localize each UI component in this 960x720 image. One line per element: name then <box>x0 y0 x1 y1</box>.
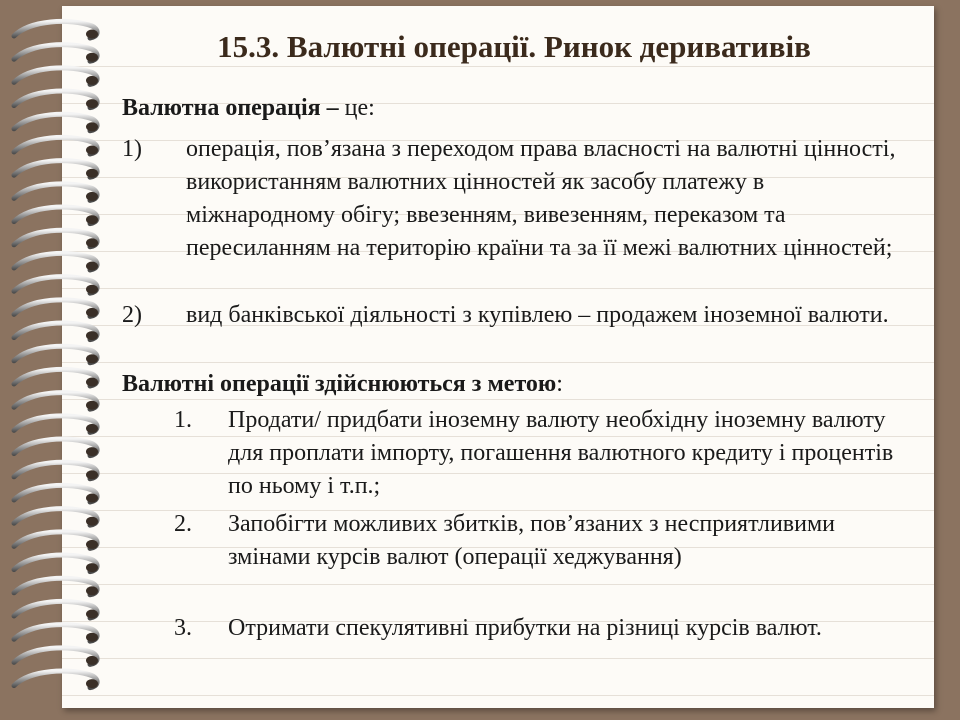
goal-item-number: 2. <box>174 511 192 537</box>
definition-item-text: операція, пов’язана з переходом права власності на валютні цінності, використанням валютних цінностей як засобу платежу в міжнародному обігу; ввезенням, вивезенням, переказом та пересиланням на територію країни та за її межі валютних цінностей; <box>186 136 896 261</box>
definition-item-number: 1) <box>122 136 142 162</box>
goals-heading-text: Валютні операції здійснюються з метою <box>122 371 557 397</box>
definition-term: Валютна операція – <box>122 95 339 121</box>
goal-item-number: 3. <box>174 615 192 641</box>
goal-item-number: 1. <box>174 407 192 433</box>
definition-item-number: 2) <box>122 302 142 328</box>
goals-heading-suffix: : <box>556 371 563 397</box>
goal-item-text: Отримати спекулятивні прибутки на різниці курсів валют. <box>228 615 822 641</box>
goal-item-text: Запобігти можливих збитків, пов’язаних з несприятливими змінами курсів валют (операції хеджування) <box>228 511 836 570</box>
page-title: 15.3. Валютні операції. Ринок деривативів <box>217 29 811 64</box>
definition-heading <box>122 92 375 125</box>
definition-suffix: це: <box>338 95 375 121</box>
slide-content <box>122 0 922 720</box>
goals-heading <box>122 368 563 401</box>
goal-item-text: Продати/ придбати іноземну валюту необхідну іноземну валюту для проплати імпорту, погашення валютного кредиту і процентів по ньому і т.п.; <box>228 407 894 499</box>
definition-item-text: вид банківської діяльності з купівлею – продажем іноземної валюти. <box>186 302 889 328</box>
